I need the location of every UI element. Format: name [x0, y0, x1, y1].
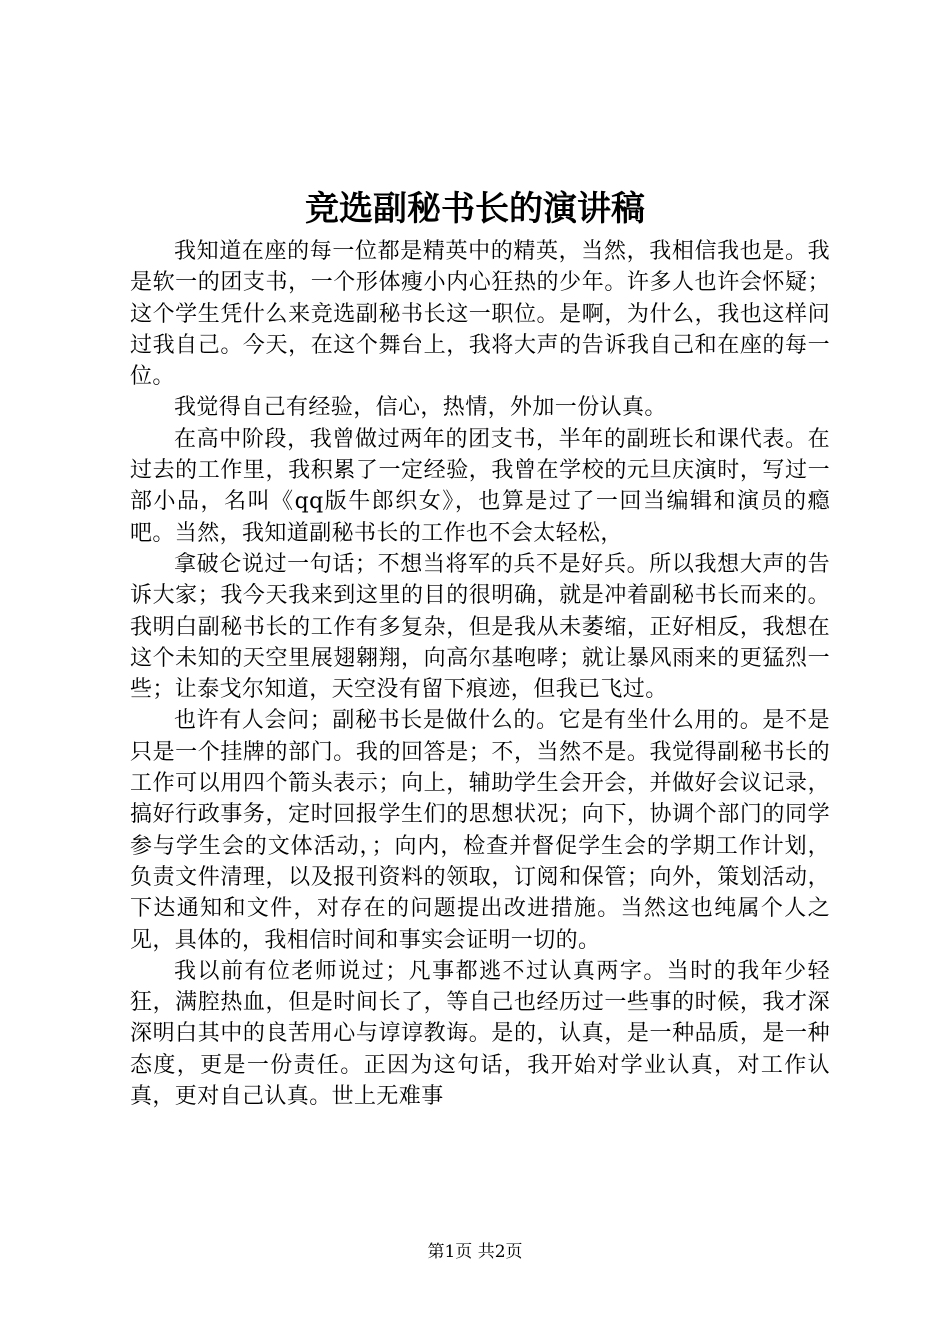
- paragraph: 我知道在座的每一位都是精英中的精英，当然，我相信我也是。我是软一的团支书，一个形体瘦小内心狂热的少年。许多人也许会怀疑；这个学生凭什么来竞选副秘书长这一职位。是啊，为什么，我也这样问过我自己。今天，在这个舞台上，我将大声的告诉我自己和在座的每一位。: [130, 239, 830, 390]
- paragraph: 也许有人会问；副秘书长是做什么的。它是有坐什么用的。是不是只是一个挂牌的部门。我的回答是；不，当然不是。我觉得副秘书长的工作可以用四个箭头表示；向上，辅助学生会开会，并做好会议记录，搞好行政事务，定时回报学生们的思想状况；向下，协调个部门的同学参与学生会的文体活动，；向内，检查并督促学生会的学期工作计划，负责文件清理，以及报刊资料的领取，订阅和保管；向外，策划活动，下达通知和文件，对存在的问题提出改进措施。当然这也纯属个人之见，具体的，我相信时间和事实会证明一切的。: [130, 708, 830, 953]
- document-title: 竞选副秘书长的演讲稿: [305, 189, 645, 229]
- page-footer: 第1页 共2页: [427, 1242, 523, 1262]
- paragraph: 在高中阶段，我曾做过两年的团支书，半年的副班长和课代表。在过去的工作里，我积累了一定经验，我曾在学校的元旦庆演时，写过一部小品，名叫《qq版牛郎织女》，也算是过了一回当编辑和演员的瘾吧。当然，我知道副秘书长的工作也不会太轻松，: [130, 426, 830, 546]
- paragraph: 我觉得自己有经验，信心，热情，外加一份认真。: [174, 395, 667, 421]
- document-body: [130, 236, 830, 1112]
- paragraph: 拿破仑说过一句话；不想当将军的兵不是好兵。所以我想大声的告诉大家；我今天我来到这里的目的很明确，就是冲着副秘书长而来的。我明白副秘书长的工作有多复杂，但是我从未萎缩，正好相反，我想在这个未知的天空里展翅翱翔，向高尔基咆哮；就让暴风雨来的更猛烈一些；让泰戈尔知道，天空没有留下痕迹，但我已飞过。: [130, 551, 830, 703]
- paragraph: 我以前有位老师说过；凡事都逃不过认真两字。当时的我年少轻狂，满腔热血，但是时间长了，等自己也经历过一些事的时候，我才深深明白其中的良苦用心与谆谆教诲。是的，认真，是一种品质，是一种态度，更是一份责任。正因为这句话，我开始对学业认真，对工作认真，更对自己认真。世上无难事: [130, 958, 830, 1110]
